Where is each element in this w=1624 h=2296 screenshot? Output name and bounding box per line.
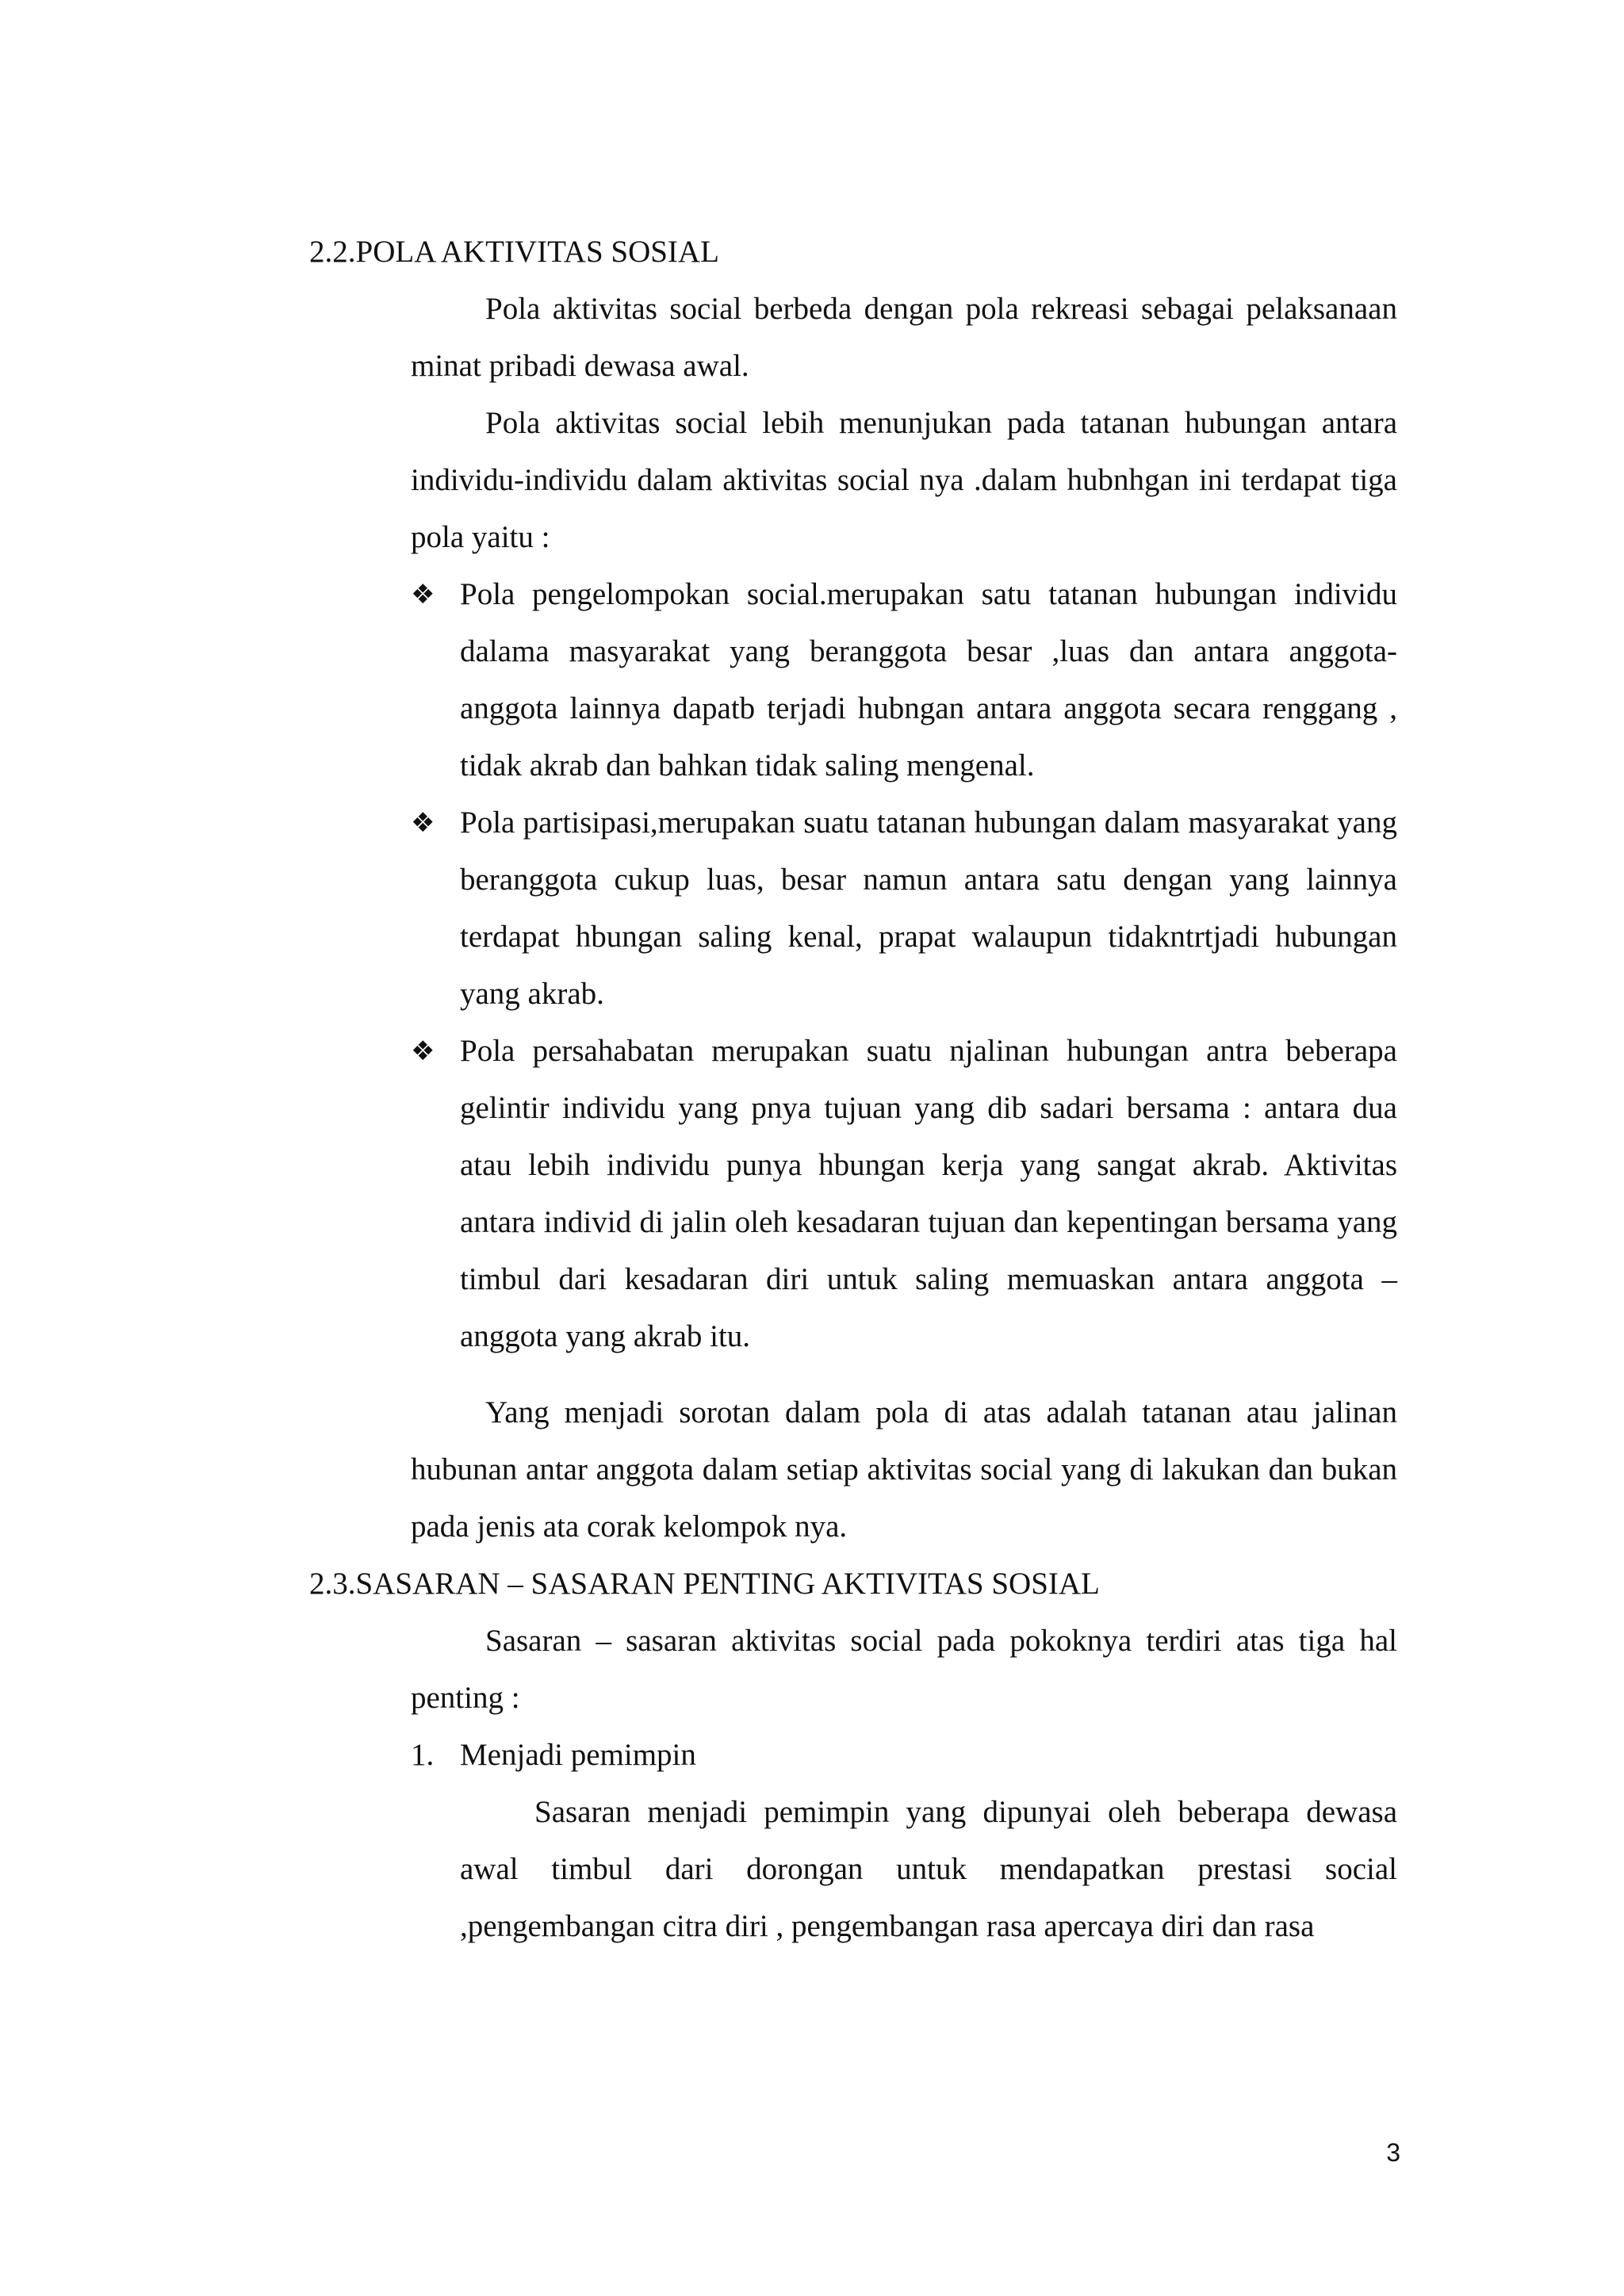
- paragraph-pemimpin: Sasaran menjadi pemimpin yang dipunyai oleh beberapa dewasa awal timbul dari dorongan untuk mendapatkan prestasi social ,pengembangan citra diri , pengembangan rasa apercaya diri dan rasa: [460, 1795, 1397, 1943]
- diamond-bullet-icon: ❖: [411, 579, 435, 610]
- bullet-text: Pola pengelompokan social.merupakan satu tatanan hubungan individu dalama masyarakat yang beranggota besar ,luas dan antara anggota-anggota lainnya dapatb terjadi hubngan antara anggota secara renggang , tidak akrab dan bahkan tidak saling mengenal.: [460, 577, 1397, 783]
- diamond-bullet-icon: ❖: [411, 1035, 435, 1067]
- list-item: [411, 566, 1397, 794]
- bullet-text: Pola persahabatan merupakan suatu njalinan hubungan antra beberapa gelintir individu yang pnya tujuan yang dib sadari bersama : antara dua atau lebih individu punya hbungan kerja yang sangat akrab. Aktivitas antara individ di jalin oleh kesadaran tujuan dan kepentingan bersama yang timbul dari kesadaran diri untuk saling memuaskan antara anggota –anggota yang akrab itu.: [460, 1034, 1397, 1353]
- bullet-text: Pola partisipasi,merupakan suatu tatanan hubungan dalam masyarakat yang beranggota cukup luas, besar namun antara satu dengan yang lainnya terdapat hbungan saling kenal, prapat walaupun tidakntrtjadi hubungan yang akrab.: [460, 806, 1397, 1011]
- page-number: 3: [1386, 2138, 1400, 2167]
- section-heading-pola-aktivitas: 2.2.POLA AKTIVITAS SOSIAL: [309, 235, 719, 269]
- item-label: Menjadi pemimpin: [460, 1738, 696, 1772]
- paragraph-sorotan: Yang menjadi sorotan dalam pola di atas adalah tatanan atau jalinan hubunan antar anggota dalam setiap aktivitas social yang di lakukan dan bukan pada jenis ata corak kelompok nya.: [411, 1395, 1397, 1544]
- list-item: [411, 794, 1397, 1023]
- item-number: 1.: [411, 1738, 435, 1772]
- paragraph-pola-overview: Pola aktivitas social lebih menunjukan pada tatanan hubungan antara individu-individu dalam aktivitas social nya .dalam hubnhgan ini terdapat tiga pola yaitu :: [411, 406, 1397, 554]
- section-heading-sasaran: 2.3.SASARAN – SASARAN PENTING AKTIVITAS SOSIAL: [309, 1567, 1100, 1601]
- bullet-list-pola: [411, 566, 1397, 1365]
- paragraph-sasaran-intro: Sasaran – sasaran aktivitas social pada pokoknya terdiri atas tiga hal penting :: [411, 1624, 1397, 1715]
- paragraph-intro: Pola aktivitas social berbeda dengan pola rekreasi sebagai pelaksanaan minat pribadi dewasa awal.: [411, 292, 1397, 383]
- diamond-bullet-icon: ❖: [411, 807, 435, 839]
- list-item: [411, 1023, 1397, 1365]
